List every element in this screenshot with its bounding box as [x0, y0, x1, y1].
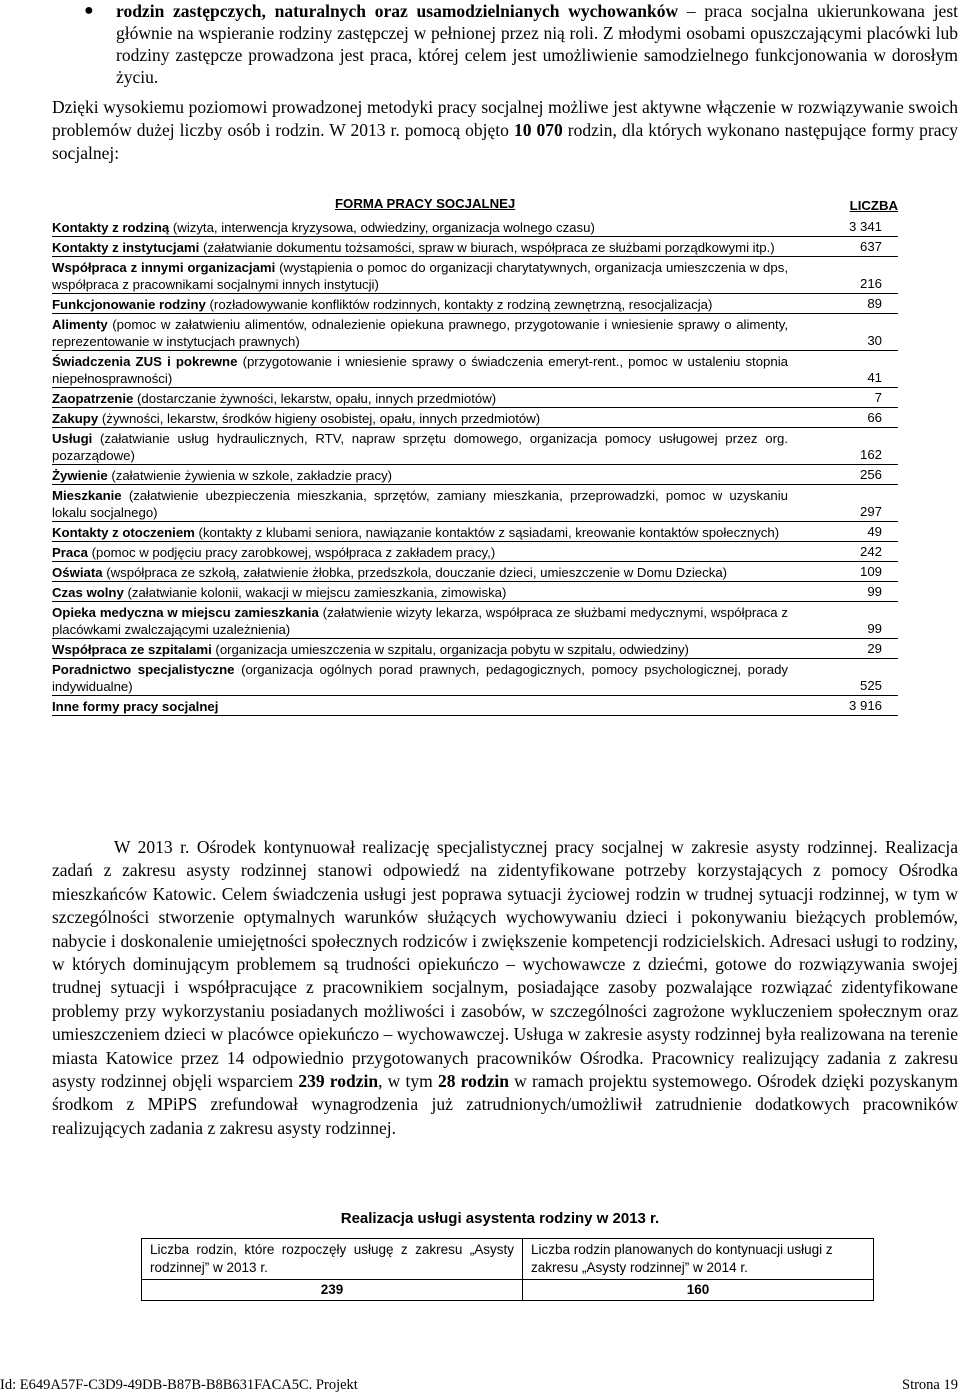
row-count: 242: [859, 544, 882, 559]
body-part2: , w tym: [378, 1071, 438, 1092]
row-form-detail: (wizyta, interwencja kryzysowa, odwiedziny, organizacja wolnego czasu): [169, 220, 595, 235]
table2-value-row: [142, 1280, 874, 1301]
row-form-detail: (żywności, lekarstw, środków higieny osobistej, opału, innych przedmiotów): [98, 411, 541, 426]
row-description: [52, 467, 788, 484]
row-count: 7: [874, 390, 882, 405]
row-description: [52, 259, 788, 293]
row-description: [52, 487, 788, 521]
row-count: 637: [859, 239, 882, 254]
table-header-row: [52, 195, 898, 219]
row-form-name: Kontakty z instytucjami: [52, 240, 200, 255]
table-row: [52, 219, 898, 237]
footer-page-number: Strona 19: [902, 1377, 958, 1393]
row-count: 256: [859, 467, 882, 482]
row-form-name: Współpraca z innymi organizacjami: [52, 260, 276, 275]
row-form-name: Czas wolny: [52, 585, 124, 600]
table2-col1-header: Liczba rodzin, które rozpoczęły usługę z zakresu „Asysty rodzinnej” w 2013 r.: [142, 1239, 523, 1280]
row-description: [52, 661, 788, 695]
row-count: 3 916: [848, 698, 882, 713]
row-form-detail: (wystąpienia o pomoc do organizacji charytatywnych, organizacja umieszczenia w dps, współpraca z pracownikami socjalnymi innych instytucji): [52, 260, 788, 292]
row-form-name: Świadczenia ZUS i pokrewne: [52, 354, 238, 369]
row-form-name: Praca: [52, 545, 88, 560]
intro-text-before: Dzięki wysokiemu poziomowi prowadzonej metodyki pracy socjalnej możliwe jest aktywne włączenie w rozwiązywanie swoich problemów dużej liczby osób i rodzin. W 2013 r. pomocą objęto: [52, 97, 958, 140]
table-row: [52, 564, 898, 582]
table-row: [52, 430, 898, 465]
row-form-detail: (współpraca ze szkołą, załatwienie żłobka, przedszkola, douczanie dzieci, umieszczenie w Domu Dziecka): [102, 565, 728, 580]
header-form: FORMA PRACY SOCJALNEJ: [335, 196, 516, 211]
row-description: [52, 296, 788, 313]
table-row: [52, 524, 898, 542]
table-row: [52, 584, 898, 602]
header-count: LICZBA: [849, 198, 898, 213]
table-row: [52, 353, 898, 388]
row-form-detail: (organizacja umieszczenia w szpitalu, organizacja pobytu w szpitalu, odwiedziny): [211, 642, 689, 657]
row-form-detail: (dostarczanie żywności, lekarstw, opału, innych przedmiotów): [133, 391, 497, 406]
row-count: 30: [867, 333, 882, 348]
row-count: 99: [867, 621, 882, 636]
row-count: 109: [859, 564, 882, 579]
row-description: [52, 316, 788, 350]
table-row: [52, 487, 898, 522]
table-row: [52, 661, 898, 696]
row-form-name: Kontakty z otoczeniem: [52, 525, 195, 540]
table2-value-2: 160: [523, 1280, 874, 1301]
row-description: [52, 564, 788, 581]
row-form-detail: (rozładowywanie konfliktów rodzinnych, kontakty z rodziną zewnętrzną, resocjalizacja): [205, 297, 713, 312]
table-row: [52, 544, 898, 562]
row-form-name: Funkcjonowanie rodziny: [52, 297, 206, 312]
row-description: [52, 390, 788, 407]
row-form-detail: (pomoc w podjęciu pracy zarobkowej, współpraca z zakładem pracy,): [87, 545, 496, 560]
row-count: 216: [859, 276, 882, 291]
row-count: 66: [867, 410, 882, 425]
intro-paragraph: [52, 96, 958, 165]
row-count: 3 341: [848, 219, 882, 234]
row-count: 89: [867, 296, 882, 311]
table-row: [52, 316, 898, 351]
row-form-detail: (załatwienie wizyty lekarza, współpraca ze służbami medycznymi, współpraca z placówkami zwalczającymi uzależnienia): [52, 605, 788, 637]
row-description: [52, 239, 788, 256]
family-assistant-table: [141, 1238, 874, 1301]
intro-bold-count: 10 070: [513, 120, 563, 140]
body-bold1: 239 rodzin: [298, 1071, 379, 1092]
table2-value-1: 239: [142, 1280, 523, 1301]
row-description: [52, 353, 788, 387]
row-count: 99: [867, 584, 882, 599]
bullet-marker: ●: [84, 2, 94, 19]
table-row: [52, 604, 898, 639]
row-form-name: Oświata: [52, 565, 103, 580]
row-description: [52, 698, 788, 715]
row-form-name: Współpraca ze szpitalami: [52, 642, 212, 657]
row-form-name: Żywienie: [52, 468, 108, 483]
row-count: 29: [867, 641, 882, 656]
table-row: [52, 390, 898, 408]
row-description: [52, 430, 788, 464]
row-form-detail: (załatwianie usług hydraulicznych, RTV, napraw sprzętu domowego, organizacja pomocy usługowej przez org. pozarządowe): [52, 431, 788, 463]
row-description: [52, 544, 788, 561]
body-bold2: 28 rodzin: [437, 1071, 509, 1092]
row-count: 162: [859, 447, 882, 462]
row-count: 41: [867, 370, 882, 385]
table-row: [52, 410, 898, 428]
row-form-name: Inne formy pracy socjalnej: [52, 699, 219, 714]
row-count: 49: [867, 524, 882, 539]
row-description: [52, 641, 788, 658]
row-form-detail: (załatwianie dokumentu tożsamości, spraw w biurach, współpraca ze służbami porządkowymi itp.): [199, 240, 775, 255]
social-work-forms-table: [52, 195, 898, 718]
row-form-name: Zaopatrzenie: [52, 391, 134, 406]
row-form-name: Alimenty: [52, 317, 108, 332]
bullet-bold-lead: rodzin zastępczych, naturalnych oraz usamodzielnianych wychowanków: [116, 1, 679, 21]
row-count: 525: [859, 678, 882, 693]
table-row: [52, 296, 898, 314]
row-form-detail: (organizacja ogólnych porad prawnych, pedagogicznych, pomocy psychologicznej, porady indywidualne): [52, 662, 788, 694]
row-description: [52, 604, 788, 638]
table-row: [52, 259, 898, 294]
bullet-body: – praca socjalna ukierunkowana jest głównie na wspieranie rodziny zastępczej w pełnionej przez nią roli. Z młodymi osobami opuszczającymi placówki lub rodziny zastępcze prowadzona jest praca, której celem jest umożliwienie samodzielnego funkcjonowania w dorosłym życiu.: [116, 1, 958, 87]
row-form-detail: (załatwianie kolonii, wakacji w miejscu zamieszkania, zimowiska): [123, 585, 507, 600]
table-row: [52, 641, 898, 659]
row-form-detail: (przygotowanie i wniesienie sprawy o świadczenia emeryt-rent., pomoc w ustaleniu stopnia niepełnosprawności): [52, 354, 788, 386]
row-form-detail: (załatwienie żywienia w szkole, zakładzie pracy): [107, 468, 393, 483]
bullet-paragraph: [116, 0, 958, 88]
table-body: [52, 219, 898, 716]
row-form-detail: (kontakty z klubami seniora, nawiązanie kontaktów z sąsiadami, kreowanie kontaktów społecznych): [194, 525, 780, 540]
row-form-detail: (załatwienie ubezpieczenia mieszkania, sprzętów, zamiany mieszkania, przeprowadzki, pomoc w uzyskaniu lokalu socjalnego): [52, 488, 788, 520]
row-description: [52, 524, 788, 541]
body-part3: w ramach projektu systemowego. Ośrodek dzięki pozyskanym środkom z MPiPS zrefundował wynagrodzenia już zatrudnionych/umożliwił zatrudnienie dodatkowych pracowników realizujących zadania z zakresu asysty rodzinnej.: [52, 1071, 959, 1138]
row-description: [52, 410, 788, 427]
table2-title: Realizacja usługi asystenta rodziny w 2013 r.: [340, 1210, 660, 1227]
row-form-name: Poradnictwo specjalistyczne: [52, 662, 235, 677]
body-paragraph: [52, 836, 958, 1140]
table-row: [52, 239, 898, 257]
row-form-name: Usługi: [52, 431, 93, 446]
row-form-detail: (pomoc w załatwieniu alimentów, odnalezienie opiekuna prawnego, przygotowanie i wniesienie sprawy o alimenty, reprezentowanie w instytucjach prawnych): [52, 317, 788, 349]
table-row: [52, 467, 898, 485]
row-count: 297: [859, 504, 882, 519]
row-description: [52, 584, 788, 601]
table2-header-row: [142, 1239, 874, 1280]
row-form-name: Zakupy: [52, 411, 99, 426]
table2-col2-header: Liczba rodzin planowanych do kontynuacji usługi z zakresu „Asysty rodzinnej” w 2014 r.: [523, 1239, 874, 1280]
body-part1: W 2013 r. Ośrodek kontynuował realizację specjalistycznej pracy socjalnej w zakresie asysty rodzinnej. Realizacja zadań z zakresu asysty rodzinnej stanowi odpowiedź na zidentyfikowane potrzeby korzystających z pomocy Ośrodka mieszkańców Katowic. Celem świadczenia usługi jest poprawa sytuacji życiowej rodzin w trudnej sytuacji rodzinnej, w tym w szczególności stworzenie optymalnych warunków służących wychowywaniu dzieci i pokonywaniu bieżących problemów, nabycie i doskonalenie umiejętności społecznych rodziców i zwiększenie kompetencji rodzicielskich. Adresaci usługi to rodziny, w których dominującym problemem są trudności opiekuńczo – wychowawcze z dziećmi, gotowe do rozwiązywania swojej trudnej sytuacji i współpracujące z pracownikiem socjalnym, posiadające zasoby pozwalające rozwiązać zidentyfikowane problemy przy wykorzystaniu posiadanych możliwości i zasobów, w szczególności zagrożone wykluczeniem społecznym oraz umieszczeniem dzieci w placówce opiekuńczo – wychowawczej. Usługa w zakresie asysty rodzinnej była realizowana na terenie miasta Katowice przez 14 odpowiednio przygotowanych pracowników Ośrodka. Pracownicy realizujący zadania z zakresu asysty rodzinnej objęli wsparciem: [52, 837, 958, 1092]
row-form-name: Kontakty z rodziną: [52, 220, 170, 235]
row-form-name: Mieszkanie: [52, 488, 122, 503]
table-row: [52, 698, 898, 716]
row-description: [52, 219, 788, 236]
footer-document-id: Id: E649A57F-C3D9-49DB-B87B-B8B631FACA5C. Projekt: [0, 1377, 358, 1393]
intro-text-after: rodzin, dla których wykonano następujące formy pracy socjalnej:: [52, 120, 958, 163]
row-form-name: Opieka medyczna w miejscu zamieszkania: [52, 605, 319, 620]
